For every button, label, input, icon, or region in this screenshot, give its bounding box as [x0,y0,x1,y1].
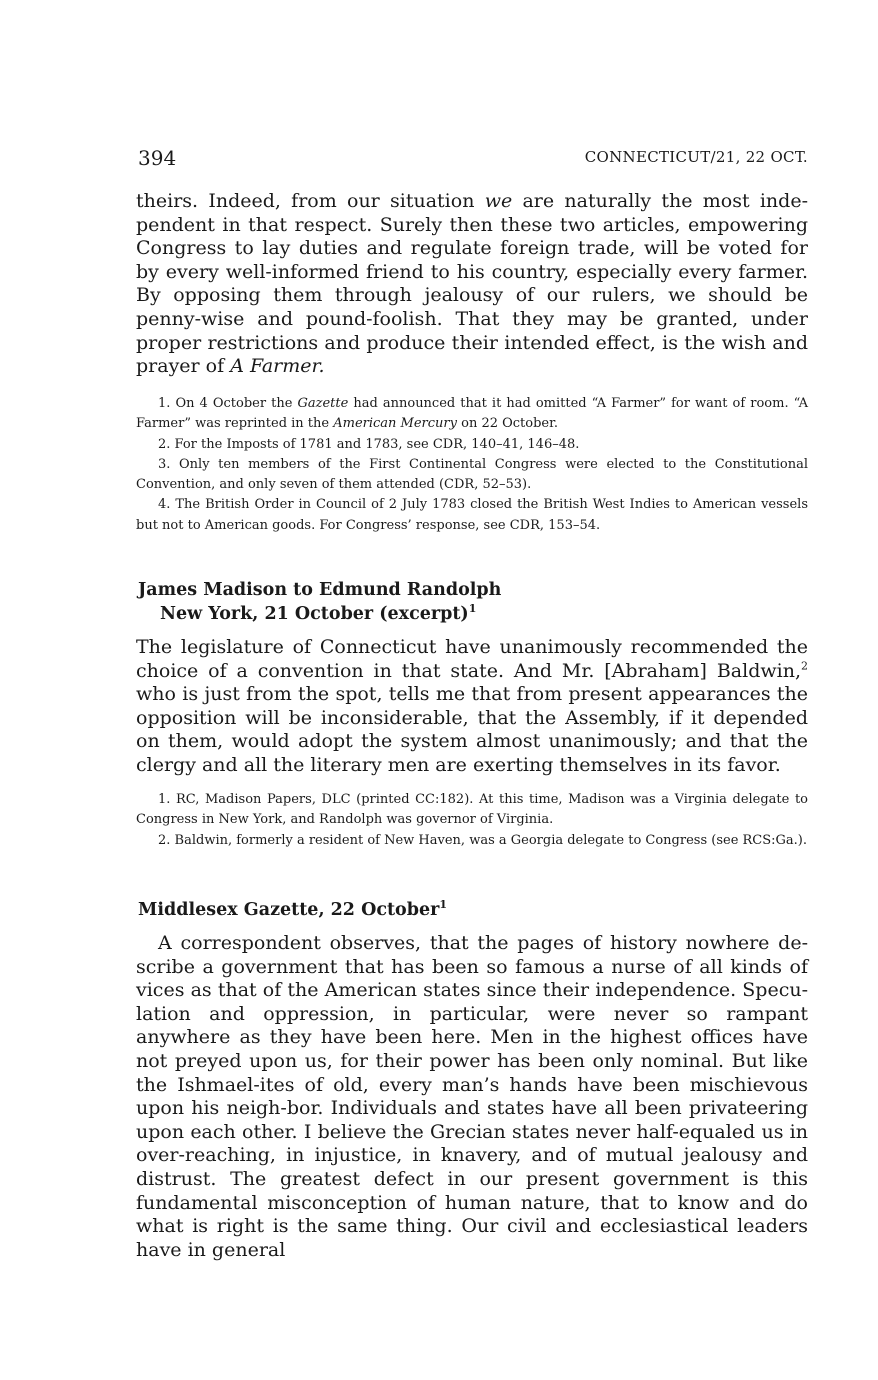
footnote-1-gazette: Gazette [297,396,349,411]
footnote-3: 3. Only ten members of the First Continental Congress were elected to the Constitutional Convention, and only seven of them attended (CDR, 52–53). [136,456,808,493]
madison-text-part-1: The legislature of Connecticut have unanimously recommended the choice of a convention in that state. And Mr. [Abraham] Baldwin, [136,636,808,682]
madison-letter-paragraph [136,636,808,778]
footnote-2: 2. For the Imposts of 1781 and 1783, see CDR, 140–41, 146–48. [158,436,580,452]
madison-document-heading [138,578,501,626]
madison-heading-dateline: New York, 21 October (excerpt) [160,604,469,624]
footnote-4: 4. The British Order in Council of 2 July 1783 closed the British West Indies to American vessels but not to American goods. For Congress’ response, see CDR, 153–54. [136,497,808,533]
farmer-footnotes [136,394,808,536]
footnote-1-part-b: had announced that it had omitted “A Farmer” for want of room. “A Farmer” was reprinted in the [136,396,808,432]
madison-heading-footnote-marker: 1 [468,602,477,616]
footnote-1-part-c: on 22 October. [456,416,559,432]
farmer-text-part-2: are naturally the most inde-pendent in that respect. Surely then these two articles, empowering Congress to lay duties and regulate foreign trade, will be voted for by every well-informed friend to his country, especially every farmer. By opposing them through jealousy of our rulers, we should be penny-wise and pound-foolish. That they may be granted, under proper restrictions and produce their intended effect, is the wish and prayer of [136,190,808,378]
middlesex-heading-text: Middlesex Gazette, 22 October [138,900,440,920]
farmer-letter-closing-paragraph [136,190,808,379]
madison-heading-line-2 [138,602,501,626]
madison-text-footnote-marker: 2 [801,659,808,673]
farmer-signature: A Farmer. [230,355,325,378]
middlesex-document-heading [138,898,447,922]
page-number: 394 [138,146,177,170]
farmer-emphasis-we: we [484,190,513,212]
madison-footnotes [136,790,808,851]
madison-text-part-2: who is just from the spot, tells me that from present appearances the opposition will be inconsiderable, that the Assembly, if it depended on them, would adopt the system almost unanimously; and that the clergy and all the literary men are exerting themselves in its favor. [136,683,808,776]
madison-heading-line-1: James Madison to Edmund Randolph [138,580,502,600]
footnote-1-part-a: 1. On 4 October the [158,396,298,411]
madison-footnote-1: 1. RC, Madison Papers, DLC (printed CC:182). At this time, Madison was a Virginia delegate to Congress in New York, and Randolph was governor of Virginia. [136,792,808,828]
middlesex-heading-footnote-marker: 1 [439,898,447,912]
footnote-1 [136,394,808,435]
middlesex-article-paragraph: A correspondent observes, that the pages of history nowhere de-scribe a government that has been so famous a nurse of all kinds of vices as that of the American states since their independence. Specu-lation and oppression, in particular, were never so rampant anywhere as they have been here. Men in the highest offices have not preyed upon us, for their power has been only nominal. But like the Ishmael-ites of old, every man’s hands have been mischievous upon his neigh-bor. Individuals and states have all been privateering upon each other. I believe the Grecian states never half-equaled us in over-reaching, in injustice, in knavery, and of mutual jealousy and distrust. The greatest defect in our present government is this fundamental misconception of human nature, that to know and do what is right is the same thing. Our civil and ecclesiastical leaders have in general [136,932,808,1261]
running-head: CONNECTICUT/21, 22 OCT. [584,148,808,166]
farmer-text-part-1: theirs. Indeed, from our situation [136,190,485,212]
madison-footnote-2: 2. Baldwin, formerly a resident of New Haven, was a Georgia delegate to Congress (see RCS:Ga.). [158,832,808,848]
page-header [138,146,808,172]
footnote-1-mercury: American Mercury [333,416,457,432]
